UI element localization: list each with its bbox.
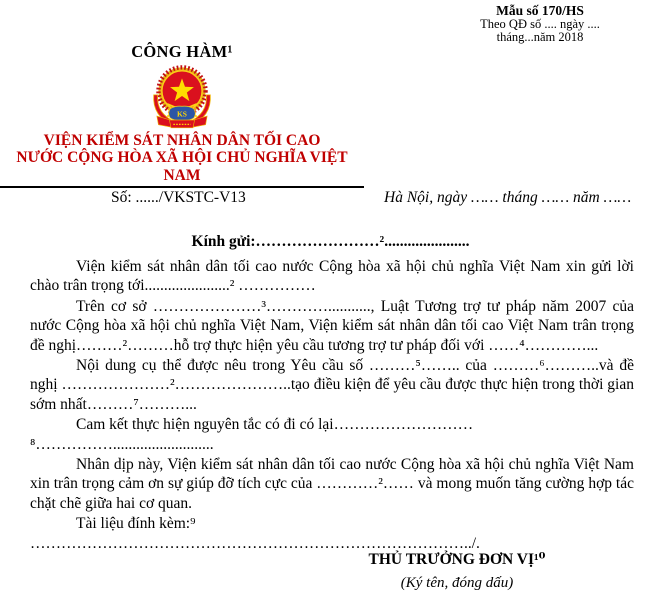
document-header bbox=[0, 42, 364, 188]
form-number-line1: Mẫu số 170/HS bbox=[496, 3, 584, 18]
paragraph-thanks: Nhân dịp này, Viện kiểm sát nhân dân tối cao nước Cộng hòa xã hội chủ nghĩa Việt Nam xin trân trọng cảm ơn sự giúp đỡ tích cực của …………²…… và mong muốn tăng cường hợp tác chặt chẽ giữa hai cơ quan. bbox=[30, 456, 634, 512]
paragraph-request-content: Nội dung cụ thể được nêu trong Yêu cầu số ………⁵…….. của ………⁶………..và đề nghị …………………²…………………..tạo điều kiện để yêu cầu được thực hiện trong thời gian sớm nhất………⁷………... bbox=[30, 357, 634, 413]
form-number-line2: Theo QĐ số .... ngày .... bbox=[480, 16, 600, 31]
paragraph-legal-basis: Trên cơ sở …………………³…………..........., Luật Tương trợ tư pháp năm 2007 của nước Cộng hòa xã hội chủ nghĩa Việt Nam, Viện kiểm sát nhân dân tối cao Việt Nam trân trọng đề nghị………²………hỗ trợ thực hiện yêu cầu tương trợ tư pháp đối với ……⁴…………... bbox=[30, 297, 634, 354]
form-number-block bbox=[427, 4, 653, 45]
document-title: CÔNG HÀM¹ bbox=[131, 42, 233, 61]
paragraph-greeting: Viện kiểm sát nhân dân tối cao nước Cộng hòa xã hội chủ nghĩa Việt Nam xin gửi lời chào trân trọng tới......................² …………… bbox=[30, 258, 634, 295]
document-number-line: Số: ....../VKSTC-V13 bbox=[111, 189, 246, 206]
salutation-line: Kính gửi:……………………²...................... bbox=[191, 233, 470, 250]
document-body bbox=[30, 257, 634, 554]
attachment-line: Tài liệu đính kèm:⁹ …………………………………………………………………………../. bbox=[30, 515, 480, 552]
org-name-line2: NƯỚC CỘNG HÒA XÃ HỘI CHỦ NGHĨA VIỆT NAM bbox=[0, 149, 364, 188]
signature-block bbox=[332, 549, 582, 592]
place-date-line: Hà Nội, ngày …… tháng …… năm …… bbox=[384, 189, 632, 206]
signer-title: THỦ TRƯỞNG ĐƠN VỊ¹⁰ bbox=[368, 551, 546, 568]
emblem-monogram: KS bbox=[177, 109, 187, 119]
procuracy-emblem-icon bbox=[142, 65, 222, 131]
form-number-line3: tháng...năm 2018 bbox=[496, 30, 584, 44]
paragraph-reciprocity: Cam kết thực hiện nguyên tắc có đi có lại………………………⁸…………….......................... bbox=[30, 416, 474, 453]
org-name-line1: VIỆN KIỂM SÁT NHÂN DÂN TỐI CAO bbox=[43, 132, 321, 149]
sign-and-seal-note: (Ký tên, đóng dấu) bbox=[400, 575, 514, 591]
